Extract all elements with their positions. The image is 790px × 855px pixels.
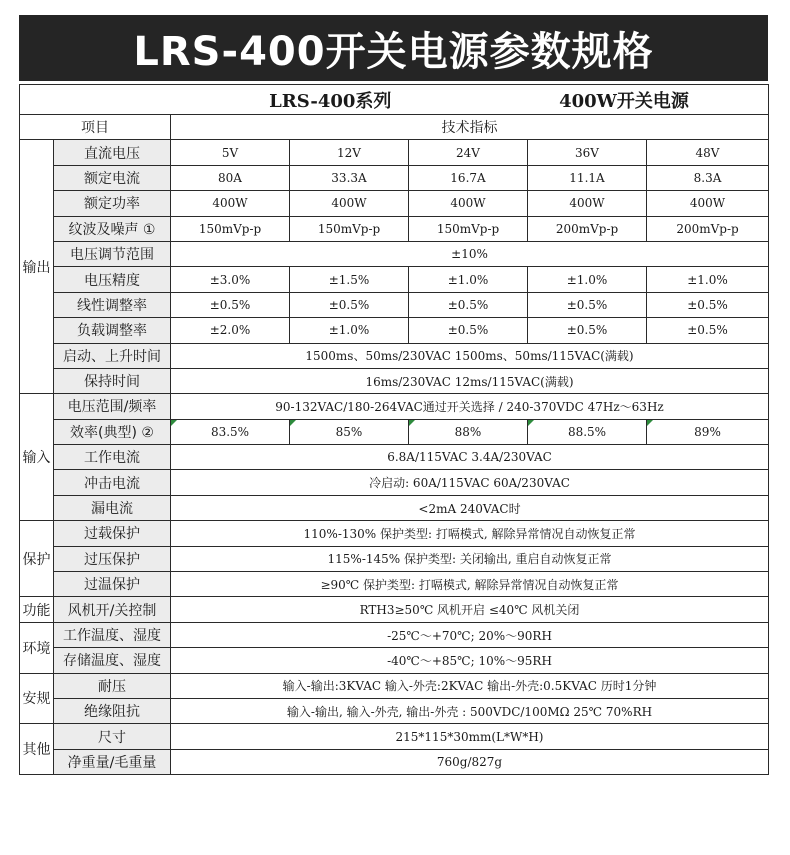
cell: 400W: [409, 191, 528, 216]
table-row: [20, 267, 769, 292]
table-row: [20, 673, 769, 698]
row-label: 绝缘阻抗: [54, 698, 171, 723]
cell: 88.5%: [528, 419, 647, 444]
row-label: 额定电流: [54, 165, 171, 190]
cell: 12V: [290, 140, 409, 165]
cell: 215*115*30mm(L*W*H): [171, 724, 769, 749]
cell: 24V: [409, 140, 528, 165]
table-row: [20, 445, 769, 470]
cell: 85%: [290, 419, 409, 444]
row-label: 启动、上升时间: [54, 343, 171, 368]
cell: 16ms/230VAC 12ms/115VAC(满载): [171, 368, 769, 393]
page-title: LRS-400开关电源参数规格: [19, 15, 768, 81]
row-label: 负载调整率: [54, 318, 171, 343]
row-label: 电压调节范围: [54, 241, 171, 266]
row-label: 保持时间: [54, 368, 171, 393]
cell: ±1.0%: [409, 267, 528, 292]
table-row: [20, 724, 769, 749]
cell: 83.5%: [171, 419, 290, 444]
cell: 5V: [171, 140, 290, 165]
table-row: [20, 292, 769, 317]
cell: 760g/827g: [171, 749, 769, 774]
group-output: 输出: [20, 140, 54, 394]
cell: -25℃～+70℃; 20%～90RH: [171, 622, 769, 647]
row-label: 效率(典型) ②: [54, 419, 171, 444]
table-row: [20, 216, 769, 241]
cell: 48V: [647, 140, 769, 165]
cell: 6.8A/115VAC 3.4A/230VAC: [171, 445, 769, 470]
cell: 115%-145% 保护类型: 关闭输出, 重启自动恢复正常: [171, 546, 769, 571]
cell: 150mVp-p: [290, 216, 409, 241]
cell: 冷启动: 60A/115VAC 60A/230VAC: [171, 470, 769, 495]
table-row: [20, 622, 769, 647]
table-row: [20, 597, 769, 622]
row-label: 工作温度、湿度: [54, 622, 171, 647]
group-function: 功能: [20, 597, 54, 622]
group-input: 输入: [20, 394, 54, 521]
cell: ≥90℃ 保护类型: 打嗝模式, 解除异常情况自动恢复正常: [171, 572, 769, 597]
group-other: 其他: [20, 724, 54, 775]
table-row: [20, 648, 769, 673]
cell: 1500ms、50ms/230VAC 1500ms、50ms/115VAC(满载): [171, 343, 769, 368]
table-row: [20, 368, 769, 393]
cell: 11.1A: [528, 165, 647, 190]
header-row: [20, 115, 769, 140]
row-label: 存储温度、湿度: [54, 648, 171, 673]
group-protect: 保护: [20, 521, 54, 597]
cell: -40℃～+85℃; 10%～95RH: [171, 648, 769, 673]
table-row: [20, 521, 769, 546]
cell: 8.3A: [647, 165, 769, 190]
header-spec: 技术指标: [171, 115, 769, 140]
group-environment: 环境: [20, 622, 54, 673]
series-row: [20, 85, 769, 115]
cell: ±0.5%: [171, 292, 290, 317]
cell: ±3.0%: [171, 267, 290, 292]
table-row: [20, 749, 769, 774]
cell: ±0.5%: [409, 318, 528, 343]
row-label: 纹波及噪声 ①: [54, 216, 171, 241]
cell: 16.7A: [409, 165, 528, 190]
header-item: 项目: [20, 115, 171, 140]
table-row: [20, 698, 769, 723]
row-label: 净重量/毛重量: [54, 749, 171, 774]
row-label: 过载保护: [54, 521, 171, 546]
cell: 89%: [647, 419, 769, 444]
cell: ±2.0%: [171, 318, 290, 343]
series-model: LRS-400系列: [269, 90, 392, 112]
cell: RTH3≥50℃ 风机开启 ≤40℃ 风机关闭: [171, 597, 769, 622]
row-label: 过压保护: [54, 546, 171, 571]
cell: ±10%: [171, 241, 769, 266]
table-row: [20, 572, 769, 597]
cell: 33.3A: [290, 165, 409, 190]
table-row: [20, 546, 769, 571]
cell: 200mVp-p: [647, 216, 769, 241]
cell: 150mVp-p: [171, 216, 290, 241]
row-label: 漏电流: [54, 495, 171, 520]
row-label: 电压范围/频率: [54, 394, 171, 419]
table-row: [20, 343, 769, 368]
cell: ±1.0%: [290, 318, 409, 343]
row-label: 耐压: [54, 673, 171, 698]
cell: 90-132VAC/180-264VAC通过开关选择 / 240-370VDC 47Hz～63Hz: [171, 394, 769, 419]
cell: ±1.0%: [647, 267, 769, 292]
spec-table: [19, 84, 769, 775]
cell: 110%-130% 保护类型: 打嗝模式, 解除异常情况自动恢复正常: [171, 521, 769, 546]
cell: 输入-输出, 输入-外壳, 输出-外壳 : 500VDC/100MΩ 25℃ 70%RH: [171, 698, 769, 723]
group-safety: 安规: [20, 673, 54, 724]
cell: 400W: [290, 191, 409, 216]
cell: 88%: [409, 419, 528, 444]
cell: ±0.5%: [409, 292, 528, 317]
cell: ±0.5%: [290, 292, 409, 317]
table-row: [20, 470, 769, 495]
row-label: 额定功率: [54, 191, 171, 216]
row-label: 工作电流: [54, 445, 171, 470]
cell: 36V: [528, 140, 647, 165]
row-label: 电压精度: [54, 267, 171, 292]
cell: 400W: [647, 191, 769, 216]
cell: ±1.0%: [528, 267, 647, 292]
row-label: 直流电压: [54, 140, 171, 165]
table-row: [20, 394, 769, 419]
table-row: [20, 419, 769, 444]
cell: ±0.5%: [528, 292, 647, 317]
cell: ±0.5%: [647, 318, 769, 343]
row-label: 风机开/关控制: [54, 597, 171, 622]
row-label: 尺寸: [54, 724, 171, 749]
cell: 400W: [171, 191, 290, 216]
table-row: [20, 165, 769, 190]
table-row: [20, 241, 769, 266]
cell: 200mVp-p: [528, 216, 647, 241]
row-label: 线性调整率: [54, 292, 171, 317]
cell: ±0.5%: [528, 318, 647, 343]
table-row: [20, 495, 769, 520]
cell: 输入-输出:3KVAC 输入-外壳:2KVAC 输出-外壳:0.5KVAC 历时1分钟: [171, 673, 769, 698]
cell: 150mVp-p: [409, 216, 528, 241]
cell: ±1.5%: [290, 267, 409, 292]
cell: 80A: [171, 165, 290, 190]
cell: <2mA 240VAC时: [171, 495, 769, 520]
row-label: 冲击电流: [54, 470, 171, 495]
cell: ±0.5%: [647, 292, 769, 317]
cell: 400W: [528, 191, 647, 216]
series-desc: 400W开关电源: [559, 90, 689, 112]
table-row: [20, 318, 769, 343]
table-row: [20, 191, 769, 216]
row-label: 过温保护: [54, 572, 171, 597]
table-row: [20, 140, 769, 165]
